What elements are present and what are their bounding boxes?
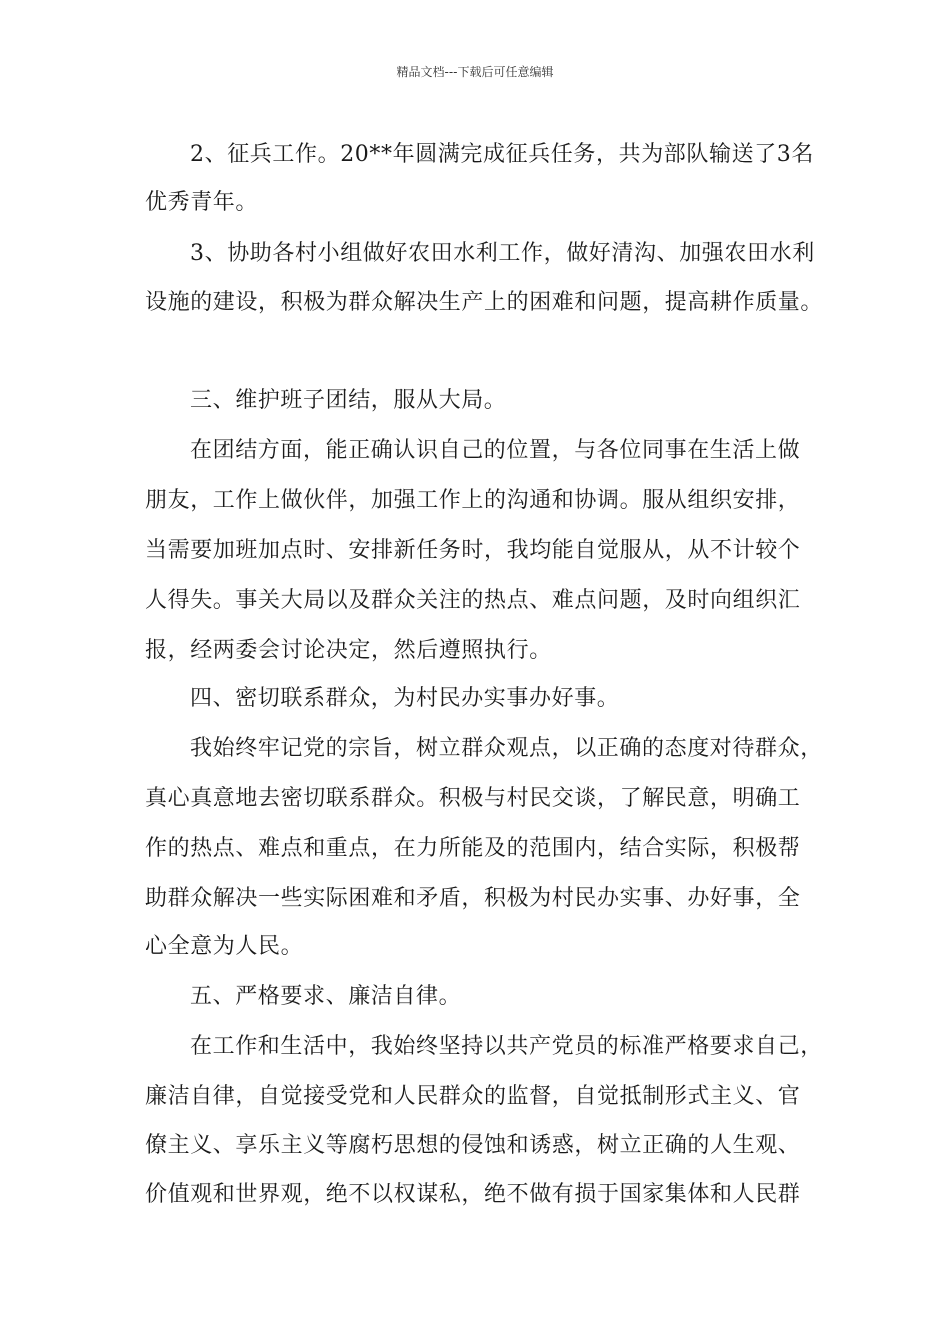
text-line: 心全意为人民。: [145, 934, 304, 959]
text-line: 人得失。事关大局以及群众关注的热点、难点问题，及时向组织汇: [145, 588, 801, 613]
text-line: 真心真意地去密切联系群众。积极与村民交谈，了解民意，明确工: [145, 786, 801, 811]
text-line: 优秀青年。: [145, 190, 259, 215]
text-line: 报，经两委会讨论决定，然后遵照执行。: [145, 638, 552, 663]
page-header: 精品文档---下载后可任意编辑: [396, 65, 554, 79]
text-line: 在团结方面，能正确认识自己的位置，与各位同事在生活上做: [190, 438, 801, 463]
text-line: 价值观和世界观，绝不以权谋私，绝不做有损于国家集体和人民群: [145, 1182, 801, 1207]
text-line: 我始终牢记党的宗旨，树立群众观点，以正确的态度对待群众，: [190, 736, 823, 761]
section-heading: 四、密切联系群众，为村民办实事办好事。: [190, 686, 620, 711]
text-line: 2、征兵工作。20**年圆满完成征兵任务，共为部队输送了3名: [190, 142, 814, 167]
text-line: 当需要加班加点时、安排新任务时，我均能自觉服从，从不计较个: [145, 538, 801, 563]
text-line: 在工作和生活中，我始终坚持以共产党员的标准严格要求自己，: [190, 1034, 823, 1059]
text-line: 作的热点、难点和重点，在力所能及的范围内，结合实际，积极帮: [145, 836, 801, 861]
section-heading: 五、严格要求、廉洁自律。: [190, 984, 462, 1009]
text-line: 廉洁自律，自觉接受党和人民群众的监督，自觉抵制形式主义、官: [145, 1084, 801, 1109]
section-heading: 三、维护班子团结，服从大局。: [190, 388, 507, 413]
text-line: 3、协助各村小组做好农田水利工作，做好清沟、加强农田水利: [190, 241, 815, 266]
text-line: 僚主义、享乐主义等腐朽思想的侵蚀和诱惑，树立正确的人生观、: [145, 1133, 801, 1158]
text-line: 朋友，工作上做伙伴，加强工作上的沟通和协调。服从组织安排，: [145, 488, 801, 513]
text-line: 设施的建设，积极为群众解决生产上的困难和问题，提高耕作质量。: [145, 290, 824, 315]
text-line: 助群众解决一些实际困难和矛盾，积极为村民办实事、办好事，全: [145, 886, 801, 911]
